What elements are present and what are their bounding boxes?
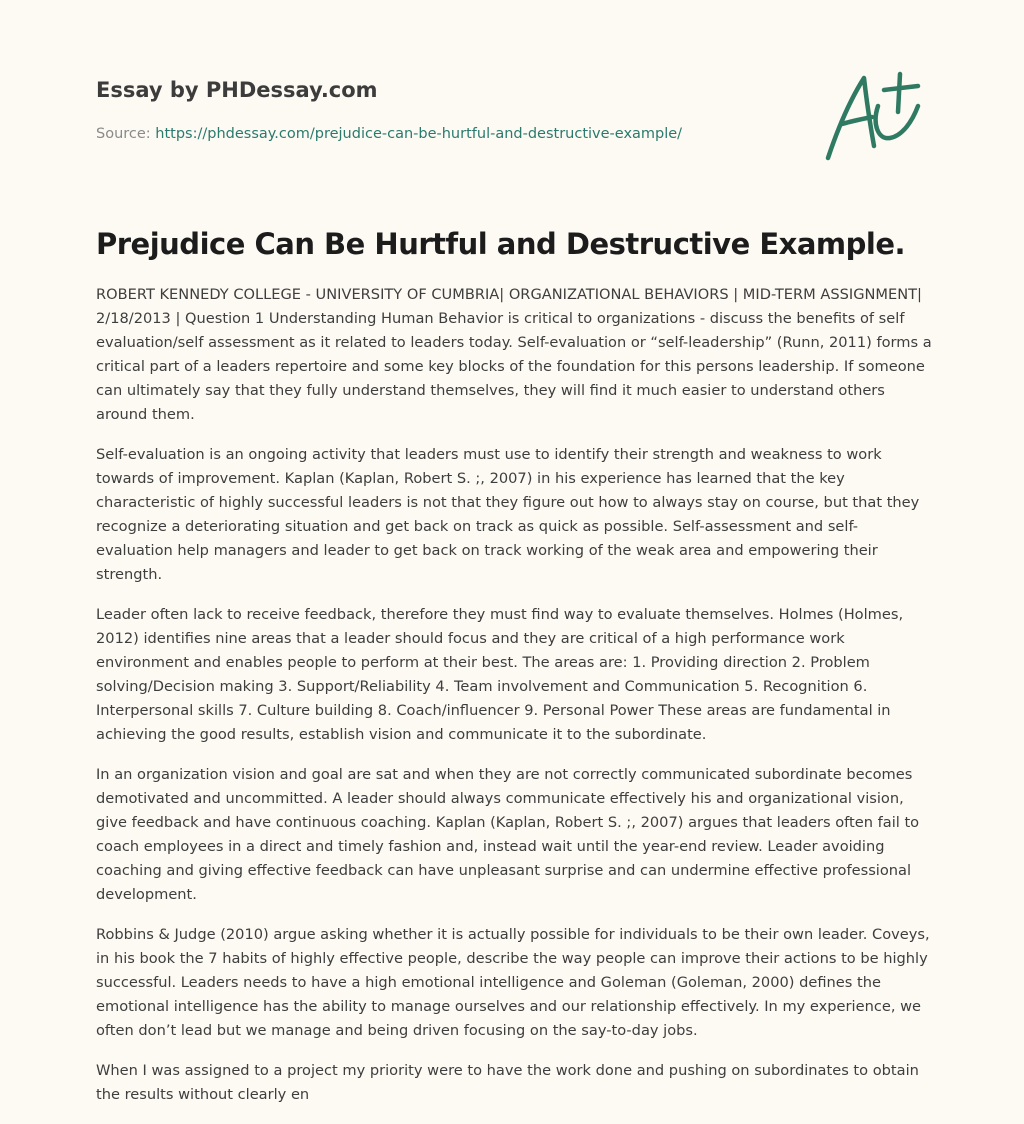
article-title: Prejudice Can Be Hurtful and Destructive Example. <box>96 227 906 261</box>
source-link[interactable]: https://phdessay.com/prejudice-can-be-hurtful-and-destructive-example/ <box>155 126 683 142</box>
source-line <box>96 124 796 144</box>
site-brand: Essay by PHDessay.com <box>96 78 378 102</box>
article-paragraph: Self-evaluation is an ongoing activity that leaders must use to identify their strength and weakness to work towards of improvement. Kaplan (Kaplan, Robert S. ;, 2007) in his experience has learned that the key characteristic of highly successful leaders is not that they figure out how to always stay on course, but that they recognize a deteriorating situation and get back on track as quick as possible. Self-assessment and self-evaluation help managers and leader to get back on track working of the weak area and empowering their strength. <box>96 446 920 583</box>
article-paragraph: ROBERT KENNEDY COLLEGE - UNIVERSITY OF CUMBRIA| ORGANIZATIONAL BEHAVIORS | MID-TERM ASSIGNMENT| 2/18/2013 | Question 1 Understanding Human Behavior is critical to organizations - discuss the benefits of self evaluation/self assessment as it related to leaders today. Self-evaluation or “self-leadership” (Runn, 2011) forms a critical part of a leaders repertoire and some key blocks of the foundation for this persons leadership. If someone can ultimately say that they fully understand themselves, they will find it much easier to understand others around them. <box>96 286 932 423</box>
a-plus-logo-icon <box>822 66 928 166</box>
source-label: Source: <box>96 126 151 142</box>
article-paragraph: Robbins & Judge (2010) argue asking whether it is actually possible for individuals to be their own leader. Coveys, in his book the 7 habits of highly effective people, describe the way people can improve their actions to be highly successful. Leaders needs to have a high emotional intelligence and Goleman (Goleman, 2000) defines the emotional intelligence has the ability to manage ourselves and our relationship effectively. In my experience, we often don’t lead but we manage and being driven focusing on the say-to-day jobs. <box>96 926 930 1039</box>
article-paragraph: Leader often lack to receive feedback, therefore they must find way to evaluate themselves. Holmes (Holmes, 2012) identifies nine areas that a leader should focus and they are critical of a high performance work environment and enables people to perform at their best. The areas are: 1. Providing direction 2. Problem solving/Decision making 3. Support/Reliability 4. Team involvement and Communication 5. Recognition 6. Interpersonal skills 7. Culture building 8. Coach/influencer 9. Personal Power These areas are fundamental in achieving the good results, establish vision and communicate it to the subordinate. <box>96 606 904 743</box>
page-header <box>96 76 796 144</box>
article-paragraph: When I was assigned to a project my priority were to have the work done and pushing on subordinates to obtain the results without clearly en <box>96 1062 919 1103</box>
article <box>96 224 932 1123</box>
article-paragraph: In an organization vision and goal are sat and when they are not correctly communicated subordinate becomes demotivated and uncommitted. A leader should always communicate effectively his and organizational vision, give feedback and have continuous coaching. Kaplan (Kaplan, Robert S. ;, 2007) argues that leaders often fail to coach employees in a direct and timely fashion and, instead wait until the year-end review. Leader avoiding coaching and giving effective feedback can have unpleasant surprise and can undermine effective professional development. <box>96 766 920 903</box>
